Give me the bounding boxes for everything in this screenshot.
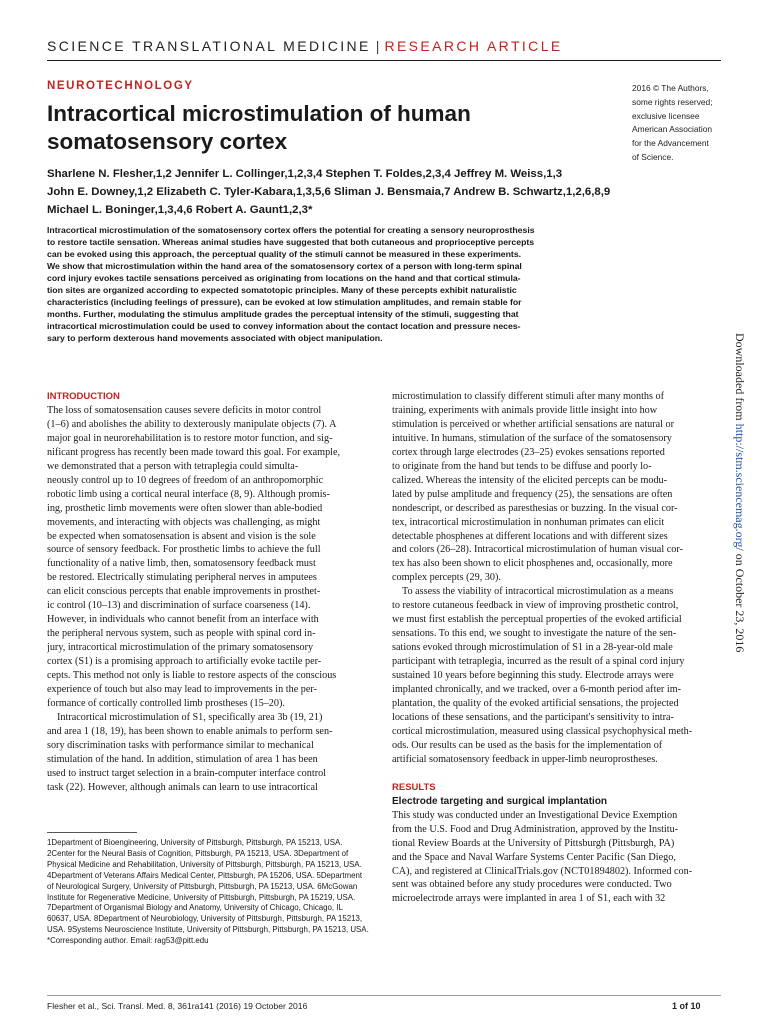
text-line: artificial somatosensory feedback in upper-limb neuroprostheses. (392, 753, 658, 765)
text-line: be expected when somatosensation is absent and vision is the sole (47, 530, 316, 542)
abstract-line: cord injury evokes tactile sensations perceived as originating from locations on the hand and that cortical stimula- (47, 273, 521, 284)
results-heading: RESULTS (392, 781, 436, 793)
affiliation-line: 4Department of Veterans Affairs Medical Center, Pittsburgh, PA 15206, USA. 5Department (47, 870, 363, 880)
text-line: from the U.S. Food and Drug Administration, approved by the Institu- (392, 823, 679, 835)
text-line: and colors (26–28). Intracortical microstimulation of human visual cor- (392, 544, 683, 556)
text-line: sensations. To this end, we sought to investigate the nature of the sen- (392, 628, 677, 640)
right-column (392, 390, 722, 906)
affiliation-line: Physical Medicine and Rehabilitation, University of Pittsburgh, Pittsburgh, PA 15213, USA. (47, 859, 362, 869)
text-line: and the Space and Naval Warfare Systems Center Pacific (San Diego, (392, 851, 676, 863)
affiliation-line: 7Department of Organismal Biology and Anatomy, University of Chicago, Chicago, IL (47, 903, 343, 913)
text-line: ing, prosthetic limb movements were often slower than able-bodied (47, 502, 323, 514)
license-line: 2016 © The Authors, (632, 83, 709, 93)
affiliation-line: USA. 9Systems Neuroscience Institute, University of Pittsburgh, Pittsburgh, PA 15213, USA. (47, 925, 369, 935)
abstract-line: can be evoked using this approach, the perceptual quality of the stimuli cannot be measured in these experiments. (47, 249, 522, 260)
author-line: John E. Downey,1,2 Elizabeth C. Tyler-Kabara,1,3,5,6 Sliman J. Bensmaia,7 Andrew B. Schwartz,1,2,6,8,9 (47, 186, 611, 198)
text-line: nondescript, or described as paresthesias or buzzing. In the visual cor- (392, 502, 678, 514)
left-column (47, 390, 377, 795)
text-line: participant with tetraplegia, incurred as the result of a spinal cord injury (392, 656, 685, 668)
text-line: robotic limb using a cortical neural interface (8, 9). Although promis- (47, 488, 330, 500)
text-line: ods. Our results can be used as the basis for the implementation of (392, 739, 663, 751)
text-line: calized. Whereas the intensity of the elicited percepts can be modu- (392, 474, 668, 486)
affiliation-line: 2Center for the Neural Basis of Cognition, Pittsburgh, PA 15213, USA. 3Department of (47, 848, 349, 858)
text-line: major goal in neurorehabilitation is to restore motor function, and sig- (47, 432, 333, 444)
journal-header (47, 38, 563, 54)
text-line: sent was obtained before any study procedures were conducted. Two (392, 879, 672, 891)
text-line: cortex through large electrodes (23–25) evokes sensations reported (392, 446, 665, 458)
text-line: and area 1 (18, 19), has been shown to enable animals to perform sen- (47, 725, 333, 737)
text-line: used to instruct target selection in a brain-computer interface control (47, 767, 327, 779)
results-subheading: Electrode targeting and surgical implantation (392, 795, 608, 807)
text-line: This study was conducted under an Investigational Device Exemption (392, 809, 678, 821)
text-line: microelectrode arrays were implanted in area 1 of S1, each with 32 (392, 893, 666, 905)
text-line: movements, and interacting with objects was challenging, as might (47, 516, 321, 528)
text-line: cortex (S1) is a promising approach to artificially evoke tactile per- (47, 656, 322, 668)
results-paragraph-1 (392, 809, 722, 907)
page-number: 1 of 10 (672, 1001, 701, 1011)
text-line: Intracortical microstimulation of S1, specifically area 3b (19, 21) (57, 711, 323, 723)
text-line: tional Review Boards at the University of Pittsburgh (Pittsburgh, PA) (392, 837, 675, 849)
text-line: cepts. This method not only is liable to restore aspects of the conscious (47, 670, 337, 682)
text-line: tex, intracortical microstimulation in nonhuman primates can elicit (392, 516, 665, 528)
intro-paragraph-2 (47, 711, 377, 795)
section-gap (392, 767, 722, 781)
text-line: sations evoked through microstimulation of S1 in a 28-year-old male (392, 642, 673, 654)
affiliation-line: 60637, USA. 8Department of Neurobiology, University of Pittsburgh, Pittsburgh, PA 15213, (47, 914, 363, 924)
text-line: jury, intracortical microstimulation of the primary somatosensory (47, 642, 314, 654)
license-line: American Association (632, 124, 713, 135)
text-line: experience of touch but also may lead to improvements in the per- (47, 684, 317, 696)
abstract-line: Intracortical microstimulation of the somatosensory cortex offers the potential for creating a sensory neuroprosthesis (47, 225, 535, 235)
text-line: neously control up to 10 degrees of freedom of an anthropomorphic (47, 474, 324, 486)
intro-paragraph-1 (47, 404, 377, 711)
text-line: training, experiments with animals provide little insight into how (392, 404, 658, 416)
section-tag: NEUROTECHNOLOGY (47, 80, 194, 92)
text-line: formance of cortically controlled limb prostheses (15–20). (47, 697, 285, 709)
text-line: intuitive. In humans, stimulation of the surface of the somatosensory (392, 432, 672, 444)
license-line: for the Advancement (632, 138, 709, 149)
introduction-heading: INTRODUCTION (47, 391, 120, 402)
text-line: plantation, the quality of the evoked artificial sensations, the projected (392, 697, 679, 709)
text-line: lated by pulse amplitude and frequency (25), the sensations are often (392, 488, 673, 500)
header-separator: | (375, 38, 380, 54)
text-line: we demonstrated that a person with tetraplegia could simulta- (47, 460, 299, 472)
abstract-line: to restore tactile sensation. Whereas animal studies have suggested that both cutaneous and proprioceptive percepts (47, 237, 535, 248)
text-line: detectable phosphenes at different locations and with different sizes (392, 530, 668, 542)
text-line: stimulation of the hand. In addition, stimulation of area 1 has been (47, 753, 318, 765)
footnote-rule (47, 832, 137, 833)
text-line: cortical microstimulation, measured using classical psychophysical meth- (392, 725, 693, 737)
license-line: of Science. (632, 151, 674, 162)
intro-paragraph-4 (392, 585, 722, 766)
author-line: Sharlene N. Flesher,1,2 Jennifer L. Collinger,1,2,3,4 Stephen T. Foldes,2,3,4 Jeffrey M. Weiss,1,3 (47, 168, 563, 180)
affiliation-line: 1Department of Bioengineering, University of Pittsburgh, Pittsburgh, PA 15213, USA. (47, 838, 343, 847)
text-line: be restored. Electrically stimulating peripheral nerves in amputees (47, 572, 317, 584)
title-line: somatosensory cortex (47, 128, 288, 154)
license-line: some rights reserved; (632, 96, 713, 107)
download-link[interactable]: http://stm.sciencemag.org/ (733, 423, 747, 551)
text-line: the peripheral nervous system, such as people with spinal cord in- (47, 628, 316, 640)
text-line: locations of these sensations, and the participant's sensitivity to intra- (392, 711, 674, 723)
text-line: However, in individuals who cannot benefit from an interface with (47, 614, 319, 626)
corresponding-author: *Corresponding author. Email: rag53@pitt.edu (47, 936, 209, 946)
text-line: we must first establish the perceptual properties of the evoked artificial (392, 614, 682, 626)
text-line: CA), and registered at ClinicalTrials.gov (NCT01894802). Informed con- (392, 865, 693, 877)
text-line: stimulation is perceived or whether artificial sensations are natural or (392, 418, 675, 430)
license-line: exclusive licensee (632, 110, 700, 121)
text-line: to originate from the hand but tends to be diffuse and poorly lo- (392, 460, 652, 472)
text-line: source of sensory feedback. For prosthetic limbs to achieve the full (47, 544, 321, 556)
text-line: sory discrimination tasks with performance similar to mechanical (47, 739, 314, 751)
abstract-line: sary to perform dexterous hand movements associated with object manipulation. (47, 333, 383, 344)
text-line: microstimulation to classify different stimuli after many months of (392, 391, 664, 402)
download-note-suffix: on October 23, 2016 (733, 550, 747, 653)
text-line: complex percepts (29, 30). (392, 572, 501, 584)
text-line: (1–6) and abolishes the ability to dexterously manipulate objects (7). A (47, 418, 337, 430)
abstract-line: tion sites are organized according to expected somatotopic principles. Many of these percepts exhibit naturalistic (47, 285, 517, 296)
abstract-line: characteristics (including feelings of pressure), can be evoked at low stimulation amplitudes, and remain stable for (47, 297, 522, 308)
intro-paragraph-3 (392, 390, 722, 585)
article-title (47, 100, 567, 155)
affiliations (47, 838, 382, 947)
text-line: ic control (10–13) and discrimination of surface coarseness (14). (47, 600, 311, 612)
footer-rule (47, 995, 721, 996)
affiliation-line: Institute for Regenerative Medicine, University of Pittsburgh, Pittsburgh, PA 15219, USA. (47, 892, 356, 902)
text-line: functionality of a native limb, then, somatosensory feedback must (47, 558, 316, 570)
license-note (632, 82, 742, 165)
download-note (732, 333, 747, 652)
author-list (47, 165, 727, 219)
affiliation-line: of Neurological Surgery, University of Pittsburgh, Pittsburgh, PA 15213, USA. 6McGowan (47, 881, 358, 891)
abstract (47, 224, 723, 344)
text-line: The loss of somatosensation causes severe deficits in motor control (47, 404, 322, 416)
text-line: task (22). However, although animals can learn to use intracortical (47, 781, 318, 793)
header-rule (47, 60, 721, 61)
text-line: can elicit conscious percepts that enable improvements in prosthet- (47, 586, 321, 598)
text-line: sustained 10 years before beginning this study. Electrode arrays were (392, 670, 674, 682)
abstract-line: We show that microstimulation within the hand area of the somatosensory cortex of a person with long-term spinal (47, 261, 522, 272)
text-line: to restore cutaneous feedback in view of improving prosthetic control, (392, 600, 679, 612)
text-line: To assess the viability of intracortical microstimulation as a means (402, 586, 674, 598)
author-line: Michael L. Boninger,1,3,4,6 Robert A. Gaunt1,2,3* (47, 204, 313, 216)
abstract-line: intracortical microstimulation could be used to convey information about the contact location and pressure neces- (47, 321, 521, 332)
abstract-line: months. Further, modulating the stimulus amplitude grades the perceptual intensity of the stimuli, suggesting that (47, 309, 519, 320)
title-line: Intracortical microstimulation of human (47, 101, 471, 126)
text-line: nificant progress has recently been made toward this goal. For example, (47, 446, 341, 458)
text-line: tex has also been shown to elicit phosphenes and, occasionally, more (392, 558, 673, 570)
journal-name: SCIENCE TRANSLATIONAL MEDICINE (47, 38, 371, 54)
text-line: implanted chronically, and we tracked, over a 6-month period after im- (392, 684, 682, 696)
download-note-prefix: Downloaded from (733, 333, 747, 424)
footer-citation: Flesher et al., Sci. Transl. Med. 8, 361ra141 (2016) 19 October 2016 (47, 1001, 308, 1011)
article-type: RESEARCH ARTICLE (384, 38, 563, 54)
